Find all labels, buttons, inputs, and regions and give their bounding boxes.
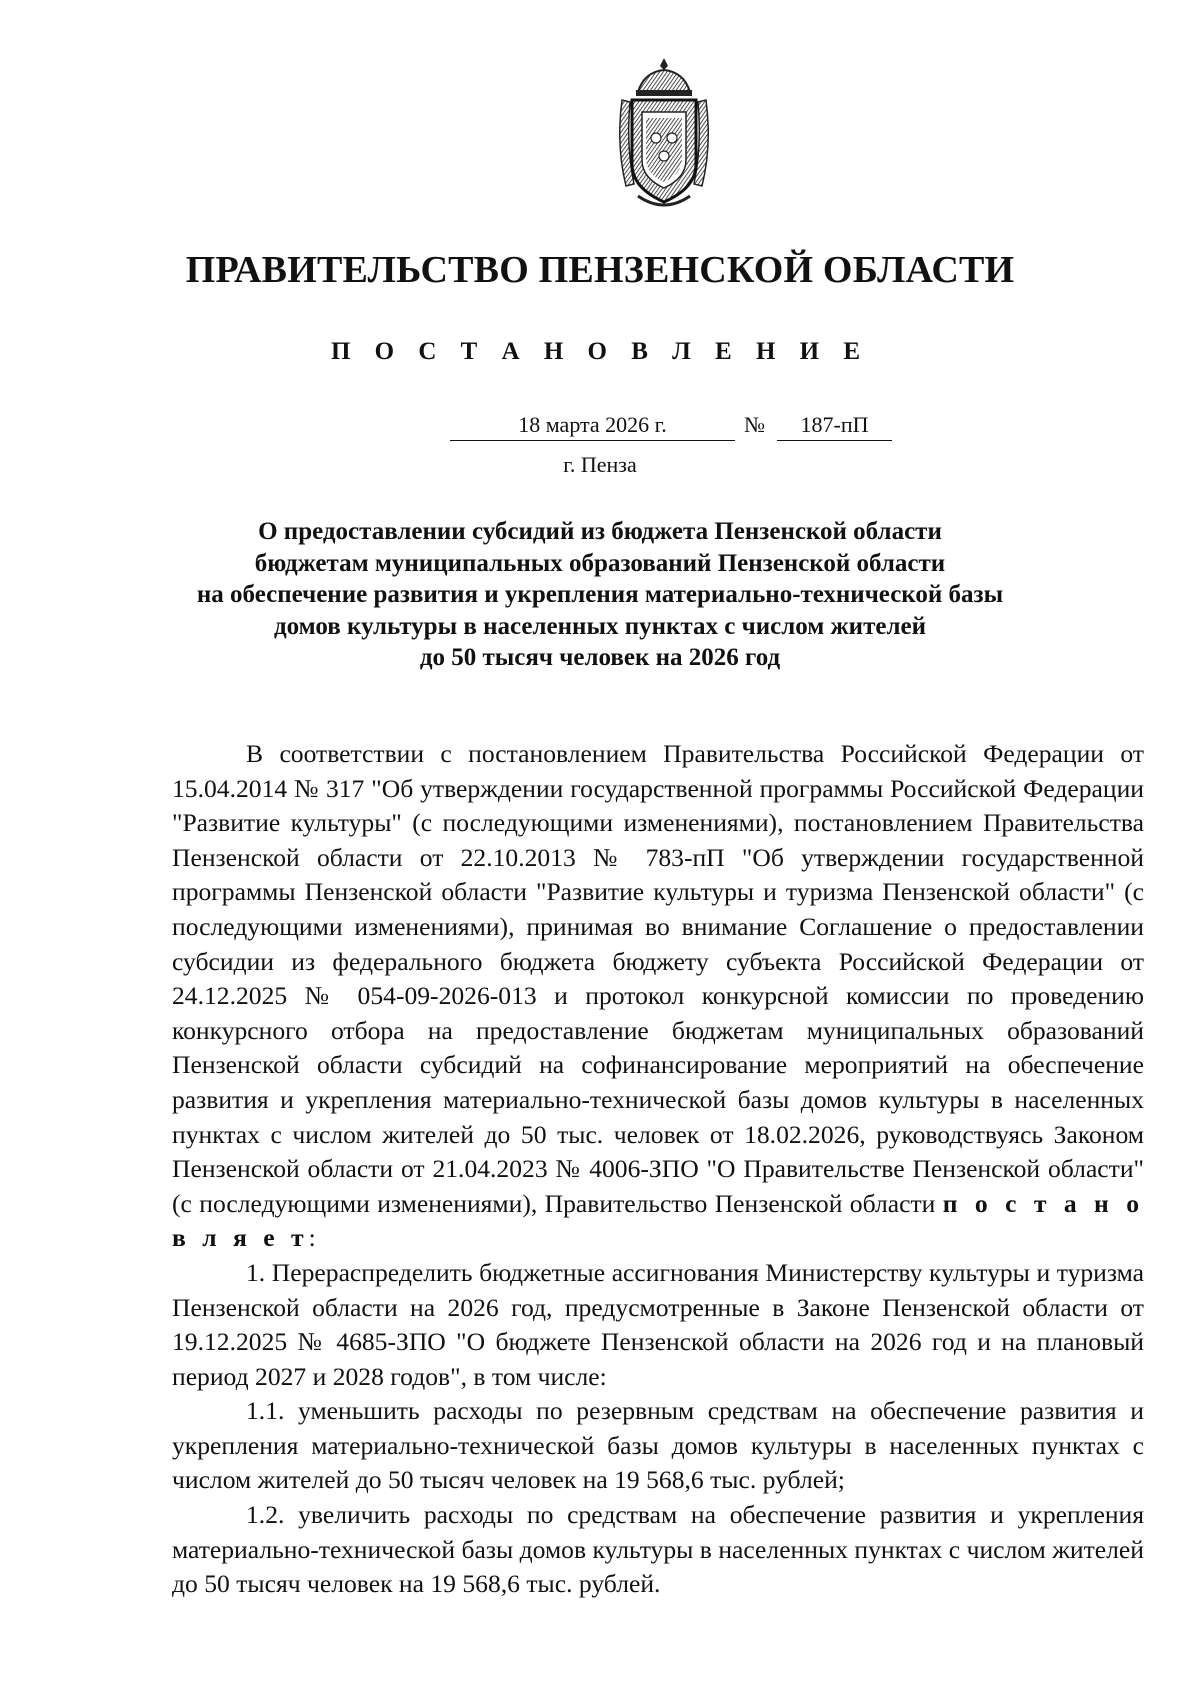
subject-line: домов культуры в населенных пунктах с числом жителей [274,612,926,640]
document-number: 187-пП [777,412,892,441]
subject-line: на обеспечение развития и укрепления материально-технической базы [196,581,1004,608]
document-date: 18 марта 2026 г. [450,412,735,441]
government-title: ПРАВИТЕЛЬСТВО ПЕНЗЕНСКОЙ ОБЛАСТИ [185,249,1015,291]
decree-colon: : [308,1223,316,1253]
subject-line: до 50 тысяч человек на 2026 год [419,644,781,671]
item-1-1: 1.1. уменьшить расходы по резервным средствам на обеспечение развития и укрепления материально-технической базы домов культуры в населенных пунктах с числом жителей до 50 тысяч человек на 19 568,6 тыс. рублей; [172,1396,1144,1495]
coat-of-arms-icon [608,56,720,214]
item-1: 1. Перераспределить бюджетные ассигнования Министерству культуры и туризма Пензенской области на 2026 год, предусмотренные в Законе Пензенской области от 19.12.2025 № 4685-ЗПО "О бюджете Пензенской области на 2026 год и на плановый период 2027 и 2028 годов", в том числе: [172,1257,1144,1391]
number-label: № [744,412,765,437]
document-city: г. Пенза [563,452,637,477]
document-subject [150,516,1050,674]
subject-line: О предоставлении субсидий из бюджета Пензенской области [258,518,942,545]
document-type: П О С Т А Н О В Л Е Н И Е [330,338,870,365]
preamble-paragraph [172,737,1144,1256]
document-body [172,737,1144,1602]
subject-line: бюджетам муниципальных образований Пензенской области [254,549,946,577]
preamble-text: В соответствии с постановлением Правительства Российской Федерации от 15.04.2014 № 317 "Об утверждении государственной программы Российской Федерации "Развитие культуры" (с последующими изменениями), постановлением Правительства Пензенской области от 22.10.2013 № 783-пП "Об утверждении государственной программы Пензенской области "Развитие культуры и туризма Пензенской области" (с последующими изменениями), принимая во внимание Соглашение о предоставлении субсидии из федерального бюджета бюджету субъекта Российской Федерации от 24.12.2025 № 054-09-2026-013 и протокол конкурсной комиссии по проведению конкурсного отбора на предоставление бюджетам муниципальных образований Пензенской области субсидий на софинансирование мероприятий на обеспечение развития и укрепления материально-технической базы домов культуры в населенных пунктах с числом жителей до 50 тыс. человек от 18.02.2026, руководствуясь Законом Пензенской области от 21.04.2023 № 4006-ЗПО "О Правительстве Пензенской области" (с последующими изменениями), Правительство Пензенской области [172,739,1144,1218]
decree-word: п о с т а н о в л я е т [172,1188,1144,1253]
item-1-2: 1.2. увеличить расходы по средствам на обеспечение развития и укрепления материально-технической базы домов культуры в населенных пунктах с числом жителей до 50 тысяч человек на 19 568,6 тыс. рублей. [172,1500,1144,1599]
